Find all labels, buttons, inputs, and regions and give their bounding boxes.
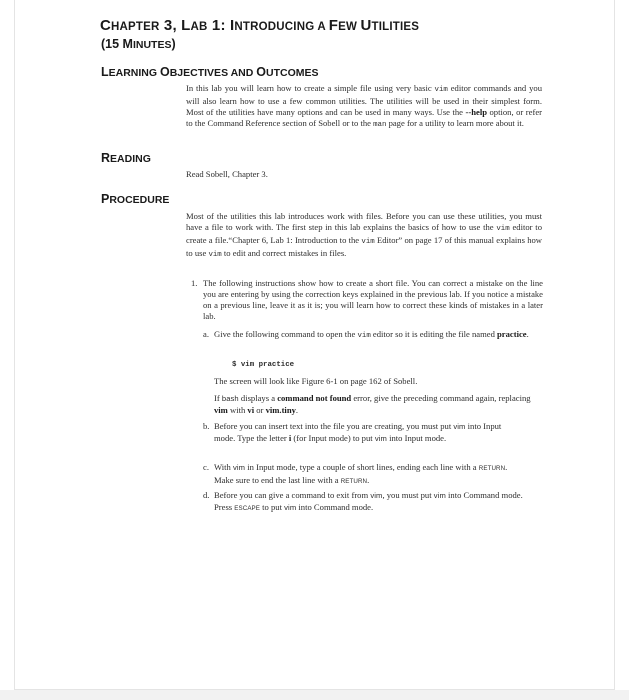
step-b-number: b. (203, 421, 210, 431)
step-c-text: With vim in Input mode, type a couple of short lines, ending each line with a RETURN. Make sure to end the last line with a RETURN. (214, 462, 508, 485)
step-a-text: Give the following command to open the vim editor so it is editing the file named practice. (214, 329, 529, 340)
command-line: $ vim practice (232, 361, 295, 369)
bottom-bar (0, 690, 629, 700)
step-1-number: 1. (191, 278, 198, 288)
lab-duration: (15 MINUTES) (101, 37, 176, 51)
step-c-number: c. (203, 462, 209, 472)
step-1-text: The following instructions show how to create a short file. You can correct a mistake on the line you are entering by using the correction keys explained in the previous lab. If you notice a mistake on a previous line, leave it as it is; you will learn how to correct these kinds of mistakes in a later lab. (203, 278, 543, 321)
step-a-number: a. (203, 329, 209, 339)
step-b-text: Before you can insert text into the file you are creating, you must put vim into Input mode. Type the letter i (for Input mode) to put vim into Input mode. (214, 421, 502, 443)
procedure-intro: Most of the utilities this lab introduces work with files. Before you can use these utilities, you must have a file to work with. The first step in this lab explains the basics of how to use the vim editor to create a file.“Chapter 6, Lab 1: Introduction to the vim Editor” on page 17 of this manual explains how to use vim to edit and correct mistakes in files. (186, 211, 542, 259)
left-margin (0, 0, 14, 700)
objectives-heading: LEARNING OBJECTIVES AND OUTCOMES (101, 65, 319, 79)
objectives-paragraph: In this lab you will learn how to create a simple file using very basic vim editor commands and you will also learn how to use a few common utilities. The utilities will be used in their simplest form. Most of the utilities have many options and can be used in many ways. Use the --help option, or refer to the Command Reference section of Sobell or to the man page for a utility to learn more about it. (186, 83, 542, 129)
procedure-heading: PROCEDURE (101, 192, 170, 206)
command-not-found-note: If bash displays a command not found error, give the preceding command again, replacing vim with vi or vim.tiny. (214, 393, 531, 415)
right-margin (615, 0, 629, 700)
reading-text: Read Sobell, Chapter 3. (186, 169, 268, 179)
step-d-number: d. (203, 490, 210, 500)
reading-heading: READING (101, 151, 151, 165)
step-d-text: Before you can give a command to exit from vim, you must put vim into Command mode. Press ESCAPE to put vim into Command mode. (214, 490, 523, 512)
chapter-title: CHAPTER 3, LAB 1: INTRODUCING A FEW UTILITIES (100, 17, 420, 34)
screen-note: The screen will look like Figure 6-1 on page 162 of Sobell. (214, 376, 418, 386)
